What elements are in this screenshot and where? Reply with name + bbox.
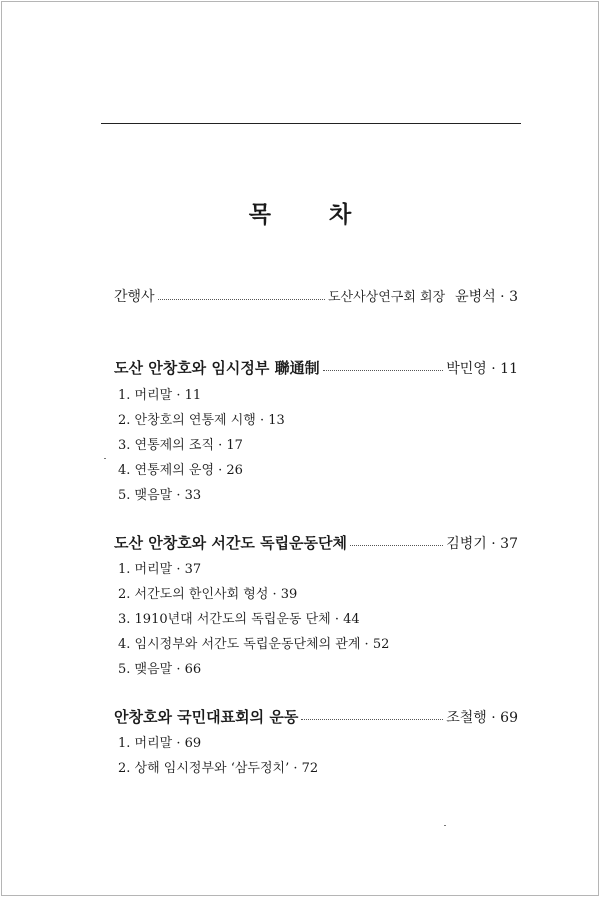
leader-dots (350, 545, 443, 546)
preface-label: 간행사 (114, 289, 155, 305)
toc-section-3[interactable] (114, 706, 518, 727)
scan-speck (444, 825, 446, 826)
page-title-left: 목 (248, 201, 271, 228)
toc-subitem[interactable]: 1. 머리말 · 37 (118, 562, 202, 577)
toc-subitem[interactable]: 3. 1910년대 서간도의 독립운동 단체 · 44 (118, 612, 360, 627)
section-author-page: 박민영 · 11 (446, 361, 518, 377)
toc-subitem[interactable]: 2. 상해 임시정부와 ‘삼두정치’ · 72 (118, 761, 319, 776)
section-title: 도산 안창호와 서간도 독립운동단체 (114, 534, 348, 552)
toc-section-1[interactable] (114, 357, 518, 378)
toc-subitem[interactable]: 4. 연통제의 운영 · 26 (118, 463, 243, 478)
preface-author-page: 윤병석 · 3 (455, 289, 518, 305)
toc-section-2[interactable] (114, 532, 518, 553)
toc-subitem[interactable]: 1. 머리말 · 11 (118, 388, 202, 403)
toc-subitem[interactable]: 3. 연통제의 조직 · 17 (118, 438, 243, 453)
toc-subitem[interactable]: 5. 맺음말 · 33 (118, 488, 202, 503)
toc-subitem[interactable]: 1. 머리말 · 69 (118, 736, 202, 751)
toc-subitem[interactable]: 2. 안창호의 연통제 시행 · 13 (118, 413, 285, 428)
leader-dots (158, 299, 325, 300)
section-title: 도산 안창호와 임시정부 聯通制 (114, 359, 320, 377)
section-author-page: 조철행 · 69 (446, 710, 518, 726)
header-rule (101, 123, 521, 124)
toc-subitem[interactable]: 2. 서간도의 한인사회 형성 · 39 (118, 587, 298, 602)
preface-affiliation: 도산사상연구회 회장 (328, 290, 446, 305)
section-title: 안창호와 국민대표회의 운동 (114, 708, 299, 726)
scan-speck (104, 458, 106, 459)
toc-subitem[interactable]: 5. 맺음말 · 66 (118, 662, 202, 677)
page-title (0, 196, 600, 229)
leader-dots (301, 719, 443, 720)
section-author-page: 김병기 · 37 (446, 536, 518, 552)
leader-dots (323, 370, 444, 371)
page-title-right: 차 (329, 201, 352, 228)
toc-entry-preface[interactable] (114, 286, 518, 306)
toc-subitem[interactable]: 4. 임시정부와 서간도 독립운동단체의 관계 · 52 (118, 637, 390, 652)
